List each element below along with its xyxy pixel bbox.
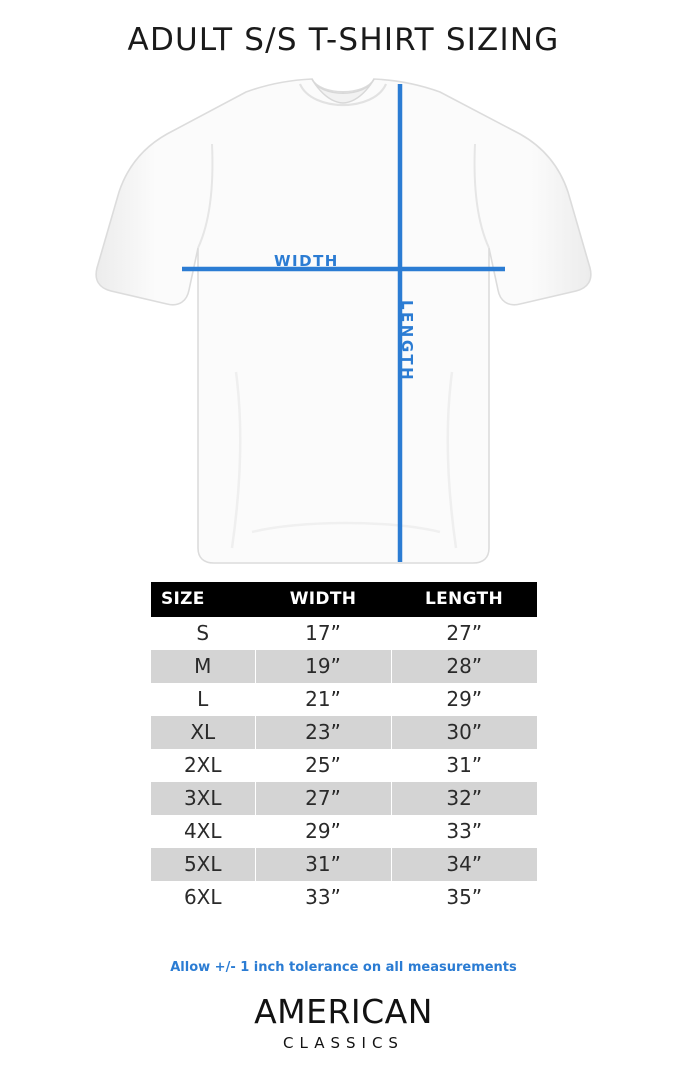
tolerance-note: Allow +/- 1 inch tolerance on all measurements: [170, 960, 517, 975]
cell-length: 32”: [391, 782, 537, 815]
cell-length: 34”: [391, 848, 537, 881]
cell-size: 5XL: [151, 848, 255, 881]
table-row: [151, 782, 537, 815]
cell-size: XL: [151, 716, 255, 749]
table-row: [151, 716, 537, 749]
cell-size: M: [151, 650, 255, 683]
table-row: [151, 848, 537, 881]
cell-length: 29”: [391, 683, 537, 716]
brand-subtitle: CLASSICS: [283, 1034, 404, 1052]
table-row: [151, 749, 537, 782]
table-header-row: [151, 582, 537, 617]
cell-length: 35”: [391, 881, 537, 914]
tshirt-diagram: [0, 72, 687, 572]
cell-size: 4XL: [151, 815, 255, 848]
size-table-container: [151, 582, 537, 914]
column-header-width: WIDTH: [255, 582, 391, 617]
cell-size: 6XL: [151, 881, 255, 914]
brand-name: AMERICAN: [254, 992, 433, 1031]
cell-size: S: [151, 617, 255, 650]
cell-width: 19”: [255, 650, 391, 683]
column-header-size: SIZE: [151, 582, 255, 617]
cell-width: 17”: [255, 617, 391, 650]
cell-length: 30”: [391, 716, 537, 749]
cell-width: 23”: [255, 716, 391, 749]
cell-width: 25”: [255, 749, 391, 782]
cell-length: 33”: [391, 815, 537, 848]
table-row: [151, 881, 537, 914]
cell-width: 27”: [255, 782, 391, 815]
page-title: ADULT S/S T-SHIRT SIZING: [127, 22, 560, 58]
table-row: [151, 617, 537, 650]
table-row: [151, 815, 537, 848]
cell-size: 2XL: [151, 749, 255, 782]
cell-size: 3XL: [151, 782, 255, 815]
cell-size: L: [151, 683, 255, 716]
length-label: LENGTH: [398, 300, 416, 383]
column-header-length: LENGTH: [391, 582, 537, 617]
width-label: WIDTH: [274, 252, 339, 270]
cell-width: 29”: [255, 815, 391, 848]
table-row: [151, 683, 537, 716]
table-row: [151, 650, 537, 683]
tshirt-illustration-icon: [0, 72, 687, 572]
cell-length: 27”: [391, 617, 537, 650]
cell-width: 31”: [255, 848, 391, 881]
cell-length: 28”: [391, 650, 537, 683]
cell-width: 21”: [255, 683, 391, 716]
size-table: [151, 582, 537, 914]
cell-length: 31”: [391, 749, 537, 782]
cell-width: 33”: [255, 881, 391, 914]
